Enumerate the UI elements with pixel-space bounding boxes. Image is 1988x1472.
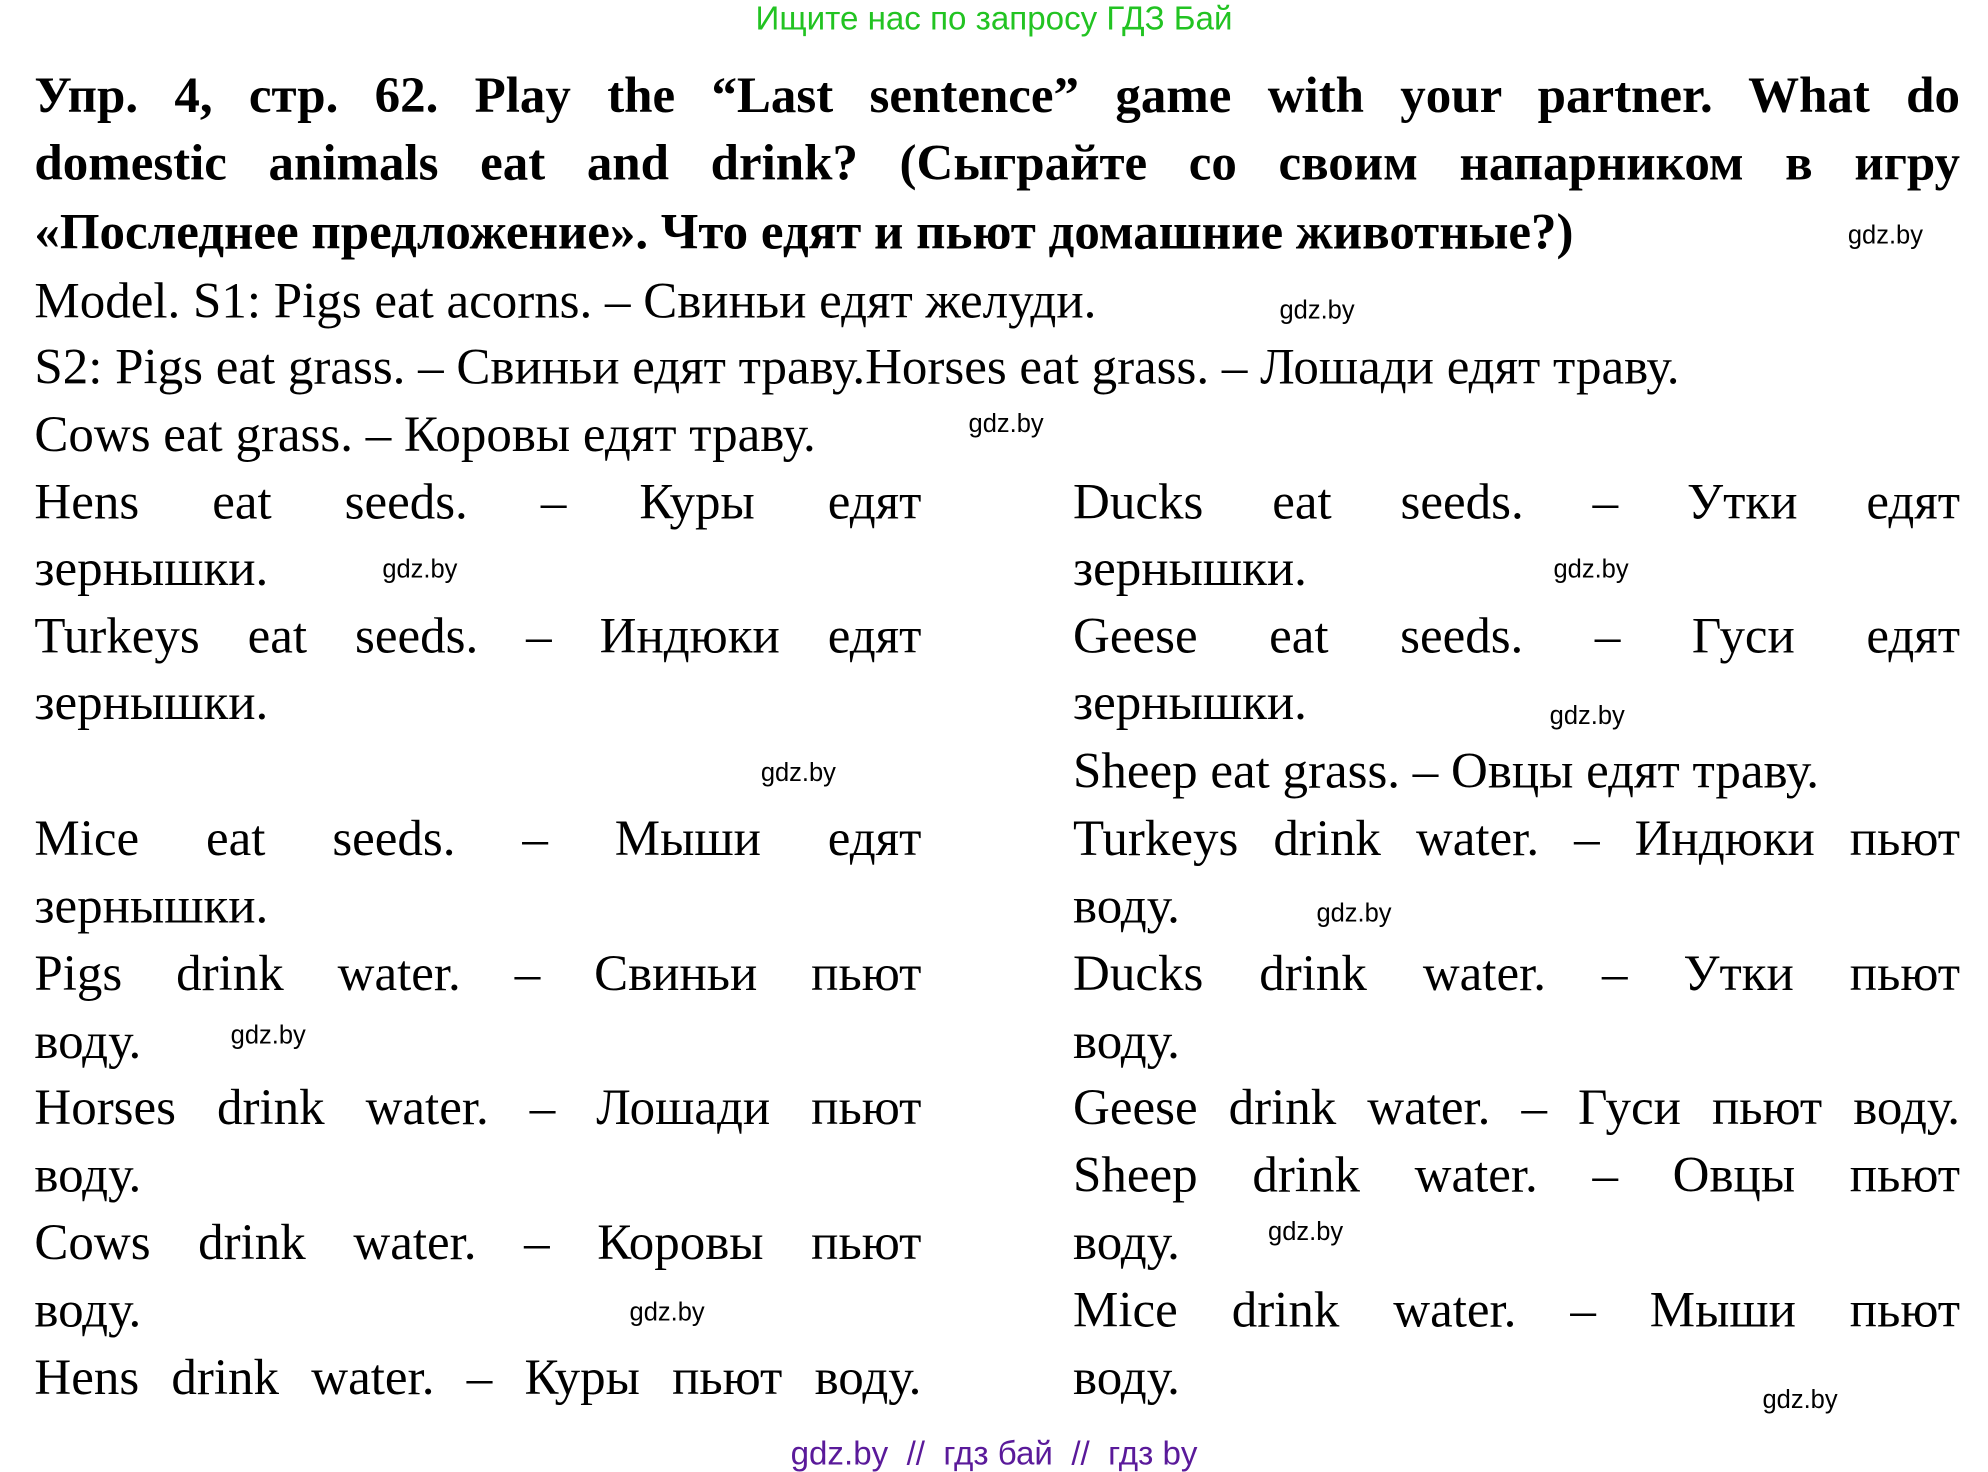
answer-line: воду. <box>34 1011 142 1070</box>
answer-line: Hens drink water. – Куры пьют воду. <box>34 1348 922 1406</box>
answer-line: воду. <box>1073 876 1180 935</box>
answer-line: Turkeys eat seeds. – Индюки едят <box>34 606 922 664</box>
watermark: gdz.by <box>760 759 836 788</box>
answer-line: Sheep eat grass. – Овцы едят траву. <box>1073 741 1820 800</box>
watermark: gdz.by <box>1553 555 1629 584</box>
answer-line: зернышки. <box>1073 672 1307 731</box>
watermark: gdz.by <box>1268 1218 1344 1247</box>
answer-line: зернышки. <box>1073 539 1307 597</box>
answer-line: Mice eat seeds. – Мыши едят <box>34 809 922 867</box>
answer-line: Geese drink water. – Гуси пьют воду. <box>1073 1078 1961 1136</box>
answer-line: Turkeys drink water. – Индюки пьют <box>1073 809 1961 867</box>
watermark: gdz.by <box>1762 1386 1838 1415</box>
model-line: Cows eat grass. – Коровы едят траву. <box>34 405 816 463</box>
watermark: gdz.by <box>1549 702 1625 731</box>
answer-line: воду. <box>1073 1213 1180 1271</box>
answer-line: Hens eat seeds. – Куры едят <box>34 472 922 531</box>
answer-line: Ducks eat seeds. – Утки едят <box>1073 472 1961 531</box>
footer-links[interactable]: gdz.by // гдз бай // гдз by <box>790 1433 1198 1472</box>
exercise-title-line: domestic animals eat and drink? (Сыграйте со своим напарником в игру <box>34 133 1961 192</box>
answer-line: воду. <box>34 1280 142 1339</box>
exercise-title-line: Упр. 4, стр. 62. Play the “Last sentence” game with your partner. What do <box>34 66 1961 124</box>
answer-line: Mice drink water. – Мыши пьют <box>1073 1280 1961 1339</box>
header-search-hint[interactable]: Ищите нас по запросу ГДЗ Бай <box>755 0 1233 37</box>
watermark: gdz.by <box>629 1298 705 1327</box>
model-line: S2: Pigs eat grass. – Свиньи едят траву.Horses eat grass. – Лошади едят траву. <box>34 337 1680 396</box>
answer-line: Horses drink water. – Лошади пьют <box>34 1078 922 1136</box>
watermark: gdz.by <box>1316 899 1392 928</box>
answer-line: Sheep drink water. – Овцы пьют <box>1073 1145 1961 1204</box>
watermark: gdz.by <box>1847 221 1923 250</box>
answer-line: зернышки. <box>34 672 269 731</box>
answer-line: зернышки. <box>34 876 269 935</box>
answer-line: воду. <box>1073 1348 1180 1406</box>
answer-line: Geese eat seeds. – Гуси едят <box>1073 606 1961 664</box>
answer-line: Ducks drink water. – Утки пьют <box>1073 944 1961 1002</box>
model-line: Model. S1: Pigs eat acorns. – Свиньи едят желуди. <box>34 271 1097 329</box>
watermark: gdz.by <box>1279 296 1355 325</box>
exercise-title-line: «Последнее предложение». Что едят и пьют домашние животные?) <box>34 202 1574 260</box>
answer-line: воду. <box>34 1145 142 1204</box>
answer-line: воду. <box>1073 1011 1180 1070</box>
watermark: gdz.by <box>230 1022 306 1051</box>
watermark: gdz.by <box>968 410 1044 439</box>
answer-line: зернышки. <box>34 539 269 597</box>
answer-line: Cows drink water. – Коровы пьют <box>34 1213 922 1271</box>
watermark: gdz.by <box>382 555 458 584</box>
answer-line: Pigs drink water. – Свиньи пьют <box>34 944 922 1002</box>
